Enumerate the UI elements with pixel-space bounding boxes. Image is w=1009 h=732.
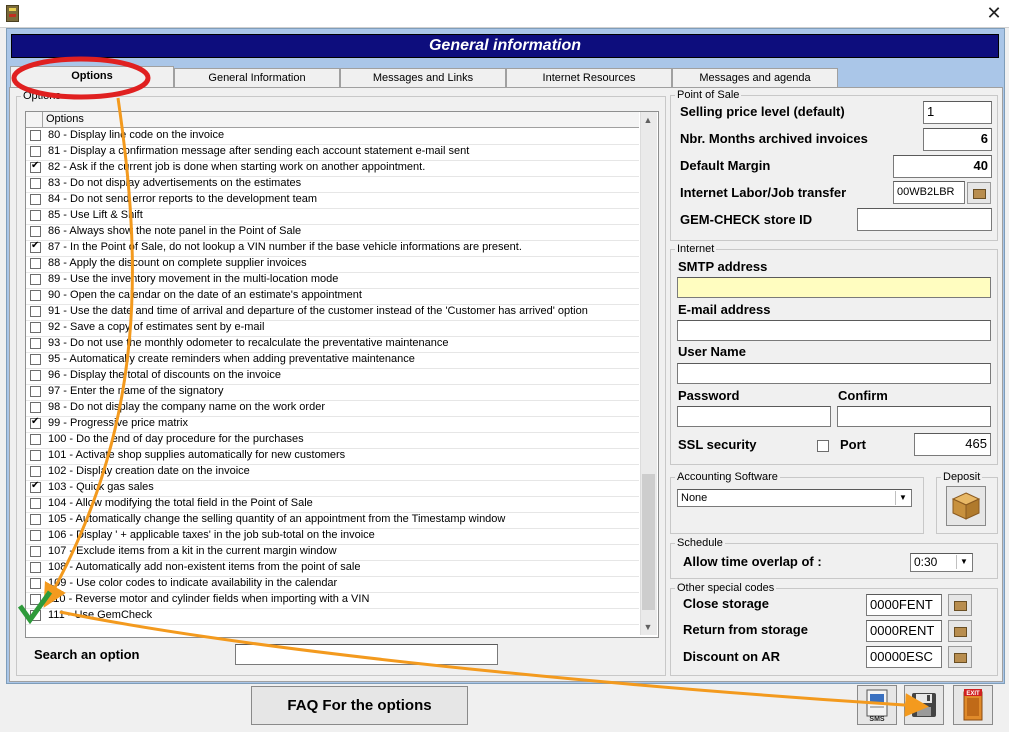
option-label: 86 - Always show the note panel in the Point of Sale xyxy=(48,225,302,237)
option-label: 106 - Display ' + applicable taxes' in the job sub-total on the invoice xyxy=(48,529,375,541)
exit-button[interactable] xyxy=(953,685,993,725)
options-list[interactable] xyxy=(25,111,659,638)
chevron-down-icon[interactable]: ▼ xyxy=(895,491,910,505)
option-label: 90 - Open the calendar on the date of an estimate's appointment xyxy=(48,289,362,301)
default-margin-field[interactable]: 40 xyxy=(893,155,992,178)
list-item[interactable] xyxy=(26,544,639,561)
email-address-field[interactable] xyxy=(677,320,991,341)
floppy-disk-icon xyxy=(905,686,943,724)
option-checkbox[interactable] xyxy=(30,194,41,205)
option-checkbox[interactable] xyxy=(30,514,41,525)
option-checkbox[interactable] xyxy=(30,338,41,349)
option-checkbox[interactable] xyxy=(30,530,41,541)
list-item[interactable] xyxy=(26,512,639,529)
option-label: 93 - Do not use the monthly odometer to recalculate the preventative maintenance xyxy=(48,337,449,349)
exit-text: EXIT xyxy=(966,691,980,697)
option-checkbox[interactable] xyxy=(30,434,41,445)
chevron-down-icon[interactable]: ▼ xyxy=(956,555,971,569)
password-field[interactable] xyxy=(677,406,831,427)
password-label: Password xyxy=(678,388,740,403)
ssl-security-checkbox[interactable] xyxy=(817,440,829,452)
save-button[interactable] xyxy=(904,685,944,725)
close-button[interactable]: ✕ xyxy=(986,3,1002,23)
list-column-header xyxy=(26,112,639,128)
labor-transfer-field[interactable]: 00WB2LBR xyxy=(893,181,965,204)
option-checkbox[interactable] xyxy=(30,274,41,285)
tab-messages-and-agenda[interactable]: Messages and agenda xyxy=(672,68,838,88)
close-storage-field[interactable]: 0000FENT xyxy=(866,594,942,616)
list-item[interactable] xyxy=(26,592,639,609)
list-item[interactable] xyxy=(26,496,639,513)
smtp-address-label: SMTP address xyxy=(678,259,768,274)
option-checkbox[interactable] xyxy=(30,594,41,605)
option-label: 110 - Reverse motor and cylinder fields when importing with a VIN xyxy=(48,593,370,605)
smtp-address-field[interactable] xyxy=(677,277,991,298)
months-archived-label: Nbr. Months archived invoices xyxy=(680,131,868,146)
sms-text: SMS xyxy=(869,716,885,723)
labor-transfer-folder-icon[interactable] xyxy=(967,182,991,204)
labor-transfer-label: Internet Labor/Job transfer xyxy=(680,185,847,200)
close-storage-folder-icon[interactable] xyxy=(948,594,972,616)
scrollbar-thumb[interactable] xyxy=(642,474,655,610)
option-checkbox[interactable] xyxy=(30,562,41,573)
internet-legend: Internet xyxy=(677,243,715,255)
exit-door-icon xyxy=(954,686,992,724)
sms-icon xyxy=(858,686,896,724)
user-name-label: User Name xyxy=(678,344,746,359)
option-label: 81 - Display a confirmation message after sending each account statement e-mail sent xyxy=(48,145,470,157)
time-overlap-label: Allow time overlap of : xyxy=(683,554,822,569)
option-label: 99 - Progressive price matrix xyxy=(48,417,188,429)
option-label: 88 - Apply the discount on complete supplier invoices xyxy=(48,257,307,269)
option-label: 84 - Do not send error reports to the development team xyxy=(48,193,318,205)
option-label: 92 - Save a copy of estimates sent by e-mail xyxy=(48,321,265,333)
list-item[interactable] xyxy=(26,384,639,401)
list-item[interactable] xyxy=(26,480,639,497)
option-label: 109 - Use color codes to indicate availability in the calendar xyxy=(48,577,338,589)
selling-price-field[interactable]: 1 xyxy=(923,101,992,124)
option-checkbox[interactable] xyxy=(30,322,41,333)
schedule-legend: Schedule xyxy=(677,537,723,549)
option-label: 83 - Do not display advertisements on the estimates xyxy=(48,177,302,189)
option-label: 102 - Display creation date on the invoice xyxy=(48,465,250,477)
sms-button[interactable] xyxy=(857,685,897,725)
return-storage-field[interactable]: 0000RENT xyxy=(866,620,942,642)
default-margin-label: Default Margin xyxy=(680,158,771,173)
list-item[interactable] xyxy=(26,464,639,481)
selling-price-label: Selling price level (default) xyxy=(680,104,845,119)
option-checkbox[interactable] xyxy=(30,402,41,413)
list-item[interactable] xyxy=(26,224,639,241)
option-checkbox[interactable] xyxy=(30,610,41,621)
option-checkbox[interactable] xyxy=(30,290,41,301)
option-checkbox[interactable] xyxy=(30,482,41,493)
scroll-down-icon[interactable]: ▼ xyxy=(643,622,653,632)
tab-messages-and-links[interactable]: Messages and Links xyxy=(340,68,506,88)
option-label: 82 - Ask if the current job is done when starting work on another appointment. xyxy=(48,161,426,173)
return-storage-label: Return from storage xyxy=(683,622,808,637)
option-label: 103 - Quick gas sales xyxy=(48,481,154,493)
option-label: 105 - Automatically change the selling quantity of an appointment from the Timestamp window xyxy=(48,513,506,525)
email-address-label: E-mail address xyxy=(678,302,771,317)
option-label: 98 - Do not display the company name on the work order xyxy=(48,401,325,413)
list-item[interactable] xyxy=(26,368,639,385)
option-label: 91 - Use the date and time of arrival and departure of the customer instead of the 'Customer has arrived' option xyxy=(48,305,588,317)
confirm-password-field[interactable] xyxy=(837,406,991,427)
list-item[interactable] xyxy=(26,400,639,417)
option-checkbox[interactable] xyxy=(30,178,41,189)
search-option-input[interactable] xyxy=(235,644,498,665)
deposit-button[interactable] xyxy=(946,486,986,526)
user-name-field[interactable] xyxy=(677,363,991,384)
list-item[interactable] xyxy=(26,528,639,545)
option-checkbox[interactable] xyxy=(30,386,41,397)
confirm-label: Confirm xyxy=(838,388,888,403)
list-item[interactable] xyxy=(26,160,639,177)
months-archived-field[interactable]: 6 xyxy=(923,128,992,151)
option-checkbox[interactable] xyxy=(30,498,41,509)
list-item[interactable] xyxy=(26,432,639,449)
point-of-sale-legend: Point of Sale xyxy=(677,89,740,101)
discount-ar-folder-icon[interactable] xyxy=(948,646,972,668)
return-storage-folder-icon[interactable] xyxy=(948,620,972,642)
list-item[interactable] xyxy=(26,176,639,193)
option-checkbox[interactable] xyxy=(30,210,41,221)
options-group-legend: Options xyxy=(23,90,61,102)
list-item[interactable] xyxy=(26,336,639,353)
option-label: 80 - Display line code on the invoice xyxy=(48,129,225,141)
list-item[interactable] xyxy=(26,320,639,337)
deposit-legend: Deposit xyxy=(943,471,981,483)
tab-options[interactable]: Options xyxy=(10,66,174,89)
option-label: 89 - Use the inventory movement in the multi-location mode xyxy=(48,273,339,285)
gemcheck-id-field[interactable] xyxy=(857,208,992,231)
special-codes-legend: Other special codes xyxy=(677,582,775,594)
option-checkbox[interactable] xyxy=(30,306,41,317)
option-label: 104 - Allow modifying the total field in the Point of Sale xyxy=(48,497,313,509)
time-overlap-value: 0:30 xyxy=(914,555,938,569)
port-label: Port xyxy=(840,437,866,452)
close-storage-label: Close storage xyxy=(683,596,769,611)
app-icon xyxy=(6,5,19,22)
list-item[interactable] xyxy=(26,128,639,145)
option-checkbox[interactable] xyxy=(30,370,41,381)
option-checkbox[interactable] xyxy=(30,418,41,429)
option-checkbox[interactable] xyxy=(30,578,41,589)
option-checkbox[interactable] xyxy=(30,162,41,173)
list-item[interactable] xyxy=(26,208,639,225)
list-item[interactable] xyxy=(26,144,639,161)
option-checkbox[interactable] xyxy=(30,146,41,157)
tab-internet-resources[interactable]: Internet Resources xyxy=(506,68,672,88)
port-field[interactable]: 465 xyxy=(914,433,991,456)
option-checkbox[interactable] xyxy=(30,258,41,269)
option-checkbox[interactable] xyxy=(30,450,41,461)
search-option-label: Search an option xyxy=(34,647,140,662)
tab-general-information[interactable]: General Information xyxy=(174,68,340,88)
option-label: 97 - Enter the name of the signatory xyxy=(48,385,224,397)
option-label: 108 - Automatically add non-existent items from the point of sale xyxy=(48,561,361,573)
list-item[interactable] xyxy=(26,608,639,625)
option-label: 87 - In the Point of Sale, do not lookup a VIN number if the base vehicle informations are present. xyxy=(48,241,522,253)
list-item[interactable] xyxy=(26,304,639,321)
discount-ar-label: Discount on AR xyxy=(683,649,781,664)
list-item[interactable] xyxy=(26,352,639,369)
option-checkbox[interactable] xyxy=(30,130,41,141)
list-item[interactable] xyxy=(26,240,639,257)
scroll-up-icon[interactable]: ▲ xyxy=(643,115,653,125)
faq-options-button[interactable]: FAQ For the options xyxy=(251,686,468,725)
option-label: 95 - Automatically create reminders when adding preventative maintenance xyxy=(48,353,415,365)
ssl-security-label: SSL security xyxy=(678,437,757,452)
list-item[interactable] xyxy=(26,576,639,593)
option-label: 111 - Use GemCheck xyxy=(48,609,153,621)
column-header-options: Options xyxy=(46,113,84,125)
accounting-software-select[interactable] xyxy=(677,489,912,507)
option-checkbox[interactable] xyxy=(30,466,41,477)
gemcheck-id-label: GEM-CHECK store ID xyxy=(680,212,813,227)
option-label: 100 - Do the end of day procedure for the purchases xyxy=(48,433,304,445)
accounting-software-legend: Accounting Software xyxy=(677,471,778,483)
accounting-software-value: None xyxy=(681,492,708,504)
option-label: 96 - Display the total of discounts on the invoice xyxy=(48,369,281,381)
list-item[interactable] xyxy=(26,448,639,465)
option-checkbox[interactable] xyxy=(30,546,41,557)
list-item[interactable] xyxy=(26,560,639,577)
option-label: 85 - Use Lift & Shift xyxy=(48,209,143,221)
option-checkbox[interactable] xyxy=(30,354,41,365)
page-title: General information xyxy=(11,34,999,58)
list-item[interactable] xyxy=(26,272,639,289)
option-label: 101 - Activate shop supplies automatically for new customers xyxy=(48,449,346,461)
package-icon xyxy=(947,487,985,525)
title-bar xyxy=(0,0,1009,28)
list-item[interactable] xyxy=(26,288,639,305)
list-item[interactable] xyxy=(26,192,639,209)
discount-ar-field[interactable]: 00000ESC xyxy=(866,646,942,668)
option-checkbox[interactable] xyxy=(30,226,41,237)
option-checkbox[interactable] xyxy=(30,242,41,253)
time-overlap-select[interactable] xyxy=(910,553,973,572)
list-item[interactable] xyxy=(26,416,639,433)
list-item[interactable] xyxy=(26,256,639,273)
option-label: 107 - Exclude items from a kit in the current margin window xyxy=(48,545,337,557)
